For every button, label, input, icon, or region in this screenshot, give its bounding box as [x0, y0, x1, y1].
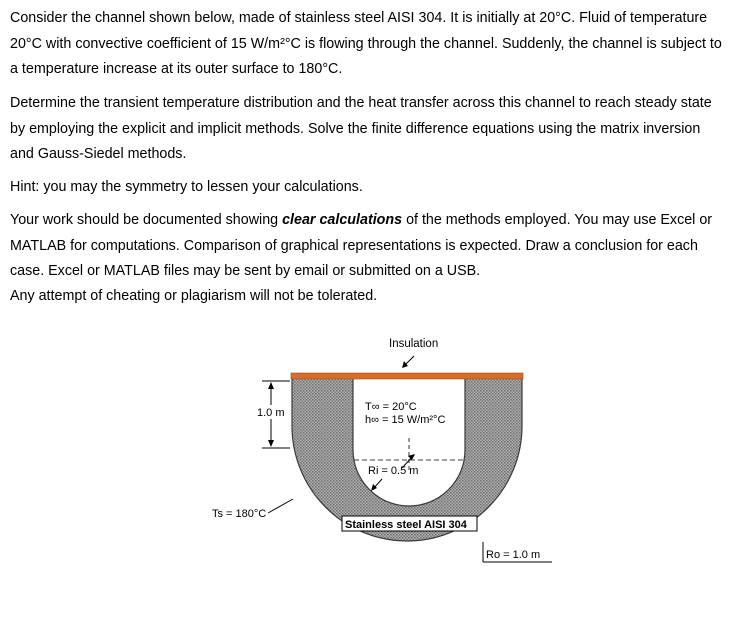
- height-arrow-up: [268, 382, 274, 389]
- height-arrow-down: [268, 440, 274, 447]
- insulation-layer: [291, 373, 523, 379]
- outer-radius-label: Ro = 1.0 m: [486, 549, 541, 561]
- documentation-text-start: Your work should be documented showing: [10, 212, 283, 228]
- documentation-text-end: of the methods employed. You may use Excel or MATLAB for computations. Comparison of graphical representations is expected. Draw a conclusion for each case. Excel or MATLAB files may be sent by email or submitted on a USB.: [10, 212, 713, 279]
- material-label: Stainless steel AISI 304: [345, 519, 467, 531]
- paragraph-plagiarism-warning: Any attempt of cheating or plagiarism will not be tolerated.: [10, 288, 378, 304]
- surface-temperature-label: Ts = 180°C: [212, 508, 267, 520]
- paragraph-problem-statement: Consider the channel shown below, made of stainless steel AISI 304. It is initially at 20°C. Fluid of temperature 20°C with convective coefficient of 15 W/m²°C is flowing through the channel. Suddenly, the channel is subject to a temperature increase at its outer surface to 180°C.: [10, 10, 722, 77]
- inner-radius-label: Ri = 0.5 m: [368, 465, 419, 477]
- emphasis-clear-calculations: clear calculations: [282, 212, 403, 228]
- height-label: 1.0 m: [257, 407, 285, 419]
- paragraph-task: Determine the transient temperature distribution and the heat transfer across this channel to reach steady state by employing the explicit and implicit methods. Solve the finite difference equations using the matrix inversion and Gauss-Siedel methods.: [10, 95, 712, 162]
- paragraph-hint: Hint: you may the symmetry to lessen your calculations.: [10, 179, 363, 195]
- surface-temperature-leader: [268, 499, 293, 513]
- insulation-label: Insulation: [389, 338, 439, 350]
- fluid-temperature-label: T∞ = 20°C: [365, 401, 417, 413]
- convective-coefficient-label: h∞ = 15 W/m²°C: [365, 414, 446, 426]
- insulation-arrowhead: [402, 361, 408, 368]
